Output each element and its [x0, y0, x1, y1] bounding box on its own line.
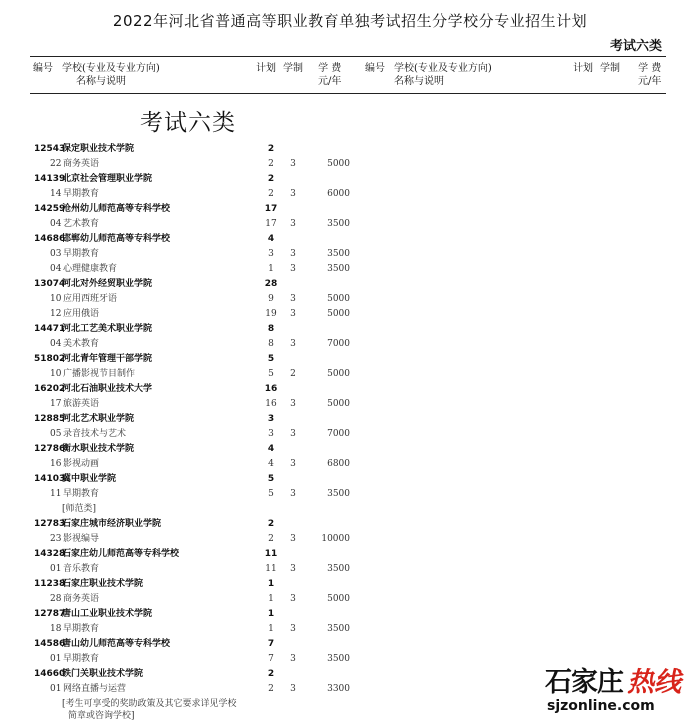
- school-name: 沧州幼儿师范高等专科学校: [62, 204, 171, 214]
- school-code: 12885: [34, 414, 66, 424]
- school-row: [0, 577, 700, 592]
- major-code: 22: [50, 159, 62, 169]
- major-row: [0, 487, 700, 502]
- major-fee: 3500: [327, 654, 350, 664]
- major-fee: 3500: [327, 489, 350, 499]
- school-plan: 5: [267, 354, 275, 364]
- header-top-rule: [30, 56, 666, 57]
- school-name: 石家庄幼儿师范高等专科学校: [62, 549, 180, 559]
- school-name: 唐山工业职业技术学院: [62, 609, 153, 619]
- school-name: 石家庄城市经济职业学院: [62, 519, 162, 529]
- major-years: 3: [290, 189, 296, 199]
- school-row: [0, 277, 700, 292]
- header-years-left: 学制: [283, 63, 303, 74]
- header-school-left: [62, 62, 160, 88]
- header-plan-left: 计划: [256, 63, 276, 74]
- major-code: 14: [50, 189, 62, 199]
- school-code: 14103: [34, 474, 66, 484]
- major-name: 应用俄语: [63, 309, 100, 319]
- school-row: [0, 322, 700, 337]
- major-name: 旅游英语: [63, 399, 100, 409]
- major-row: [0, 292, 700, 307]
- major-code: 28: [50, 594, 62, 604]
- header-fee-line1: 学 费: [638, 63, 662, 74]
- major-row: [0, 367, 700, 382]
- major-fee: 3500: [327, 624, 350, 634]
- major-name: 商务英语: [63, 594, 100, 604]
- school-name: 河北艺术职业学院: [62, 414, 135, 424]
- major-fee: 5000: [327, 159, 350, 169]
- school-plan: 17: [264, 204, 278, 214]
- major-plan: 8: [268, 339, 274, 349]
- major-name: 应用西班牙语: [63, 294, 118, 304]
- major-fee: 7000: [327, 339, 350, 349]
- major-note: [师范类]: [62, 504, 97, 514]
- watermark-url: sjzonline.com: [547, 698, 655, 714]
- major-years: 3: [290, 339, 296, 349]
- major-row: [0, 262, 700, 277]
- school-plan: 1: [267, 579, 275, 589]
- major-fee: 3500: [327, 564, 350, 574]
- header-school-line2: 名称与说明: [76, 76, 126, 87]
- major-years: 3: [290, 399, 296, 409]
- school-row: [0, 472, 700, 487]
- header-school-line2: 名称与说明: [394, 76, 444, 87]
- school-code: 12783: [34, 519, 66, 529]
- watermark-brand: [545, 660, 681, 699]
- school-code: 16202: [34, 384, 66, 394]
- major-row: [0, 532, 700, 547]
- school-plan: 2: [267, 174, 275, 184]
- major-name: 商务英语: [63, 159, 100, 169]
- major-fee: 5000: [327, 309, 350, 319]
- major-name: 早期教育: [63, 624, 100, 634]
- school-row: [0, 442, 700, 457]
- header-school-line1: 学校(专业及专业方向): [394, 63, 492, 74]
- major-code: 18: [50, 624, 62, 634]
- school-code: 14471: [34, 324, 66, 334]
- school-name: 河北石油职业技术大学: [62, 384, 153, 394]
- major-plan: 2: [268, 534, 274, 544]
- school-plan: 8: [267, 324, 275, 334]
- school-code: 51802: [34, 354, 66, 364]
- major-row: [0, 307, 700, 322]
- major-plan: 7: [268, 654, 274, 664]
- category-heading: 考试六类: [140, 110, 236, 136]
- major-plan: 2: [268, 159, 274, 169]
- major-years: 3: [290, 219, 296, 229]
- major-plan: 17: [265, 219, 277, 229]
- major-years: 3: [290, 594, 296, 604]
- major-code: 04: [50, 339, 62, 349]
- major-fee: 3500: [327, 249, 350, 259]
- major-code: 23: [50, 534, 62, 544]
- major-name: 影视编导: [63, 534, 100, 544]
- school-row: [0, 142, 700, 157]
- major-row: [0, 427, 700, 442]
- school-plan: 2: [267, 669, 275, 679]
- major-plan: 3: [268, 429, 274, 439]
- school-plan: 4: [267, 234, 275, 244]
- major-row: [0, 337, 700, 352]
- major-name: 早期教育: [63, 489, 100, 499]
- school-code: 14328: [34, 549, 66, 559]
- major-plan: 5: [268, 489, 274, 499]
- major-plan: 1: [268, 624, 274, 634]
- major-code: 16: [50, 459, 62, 469]
- header-code-left: 编号: [33, 63, 53, 74]
- major-code: 03: [50, 249, 62, 259]
- major-code: 12: [50, 309, 62, 319]
- header-school-right: [394, 62, 492, 88]
- watermark-brand-a: 石家庄: [545, 667, 623, 698]
- school-row: [0, 607, 700, 622]
- school-name: 北京社会管理职业学院: [62, 174, 153, 184]
- major-code: 01: [50, 684, 62, 694]
- major-name: 录音技术与艺术: [63, 429, 127, 439]
- major-plan: 2: [268, 189, 274, 199]
- major-years: 3: [290, 564, 296, 574]
- major-years: 3: [290, 654, 296, 664]
- major-row: [0, 157, 700, 172]
- school-code: 11238: [34, 579, 66, 589]
- major-plan: 1: [268, 594, 274, 604]
- major-plan: 1: [268, 264, 274, 274]
- major-years: 3: [290, 159, 296, 169]
- school-row: [0, 412, 700, 427]
- major-fee: 3500: [327, 264, 350, 274]
- category-label: 考试六类: [609, 39, 662, 54]
- major-row: [0, 562, 700, 577]
- school-code: 14660: [34, 669, 66, 679]
- major-name: 早期教育: [63, 654, 100, 664]
- major-row: [0, 217, 700, 232]
- major-code: 11: [50, 489, 62, 499]
- major-code: 01: [50, 654, 62, 664]
- major-row: [0, 397, 700, 412]
- school-name: 石家庄职业技术学院: [62, 579, 144, 589]
- school-row: [0, 517, 700, 532]
- major-plan: 11: [265, 564, 277, 574]
- major-fee: 5000: [327, 369, 350, 379]
- header-plan-right: 计划: [573, 63, 593, 74]
- major-row: [0, 457, 700, 472]
- major-name: 心理健康教育: [63, 264, 118, 274]
- school-code: 14586: [34, 639, 66, 649]
- school-code: 14259: [34, 204, 66, 214]
- major-plan: 3: [268, 249, 274, 259]
- school-row: [0, 232, 700, 247]
- school-row: [0, 547, 700, 562]
- major-plan: 9: [268, 294, 274, 304]
- major-years: 3: [290, 294, 296, 304]
- school-plan: 2: [267, 519, 275, 529]
- note-line1: [考生可享受的奖助政策及其它要求详见学校: [62, 699, 237, 709]
- major-name: 网络直播与运营: [63, 684, 127, 694]
- major-years: 2: [290, 369, 296, 379]
- school-row: [0, 637, 700, 652]
- major-name: 美术教育: [63, 339, 100, 349]
- major-plan: 19: [265, 309, 277, 319]
- school-name: 河北青年管理干部学院: [62, 354, 153, 364]
- header-code-right: 编号: [365, 63, 385, 74]
- school-code: 14686: [34, 234, 66, 244]
- header-fee-right: [638, 62, 661, 88]
- school-name: 河北对外经贸职业学院: [62, 279, 153, 289]
- school-plan: 4: [267, 444, 275, 454]
- major-fee: 6800: [327, 459, 350, 469]
- major-fee: 3500: [327, 219, 350, 229]
- major-years: 3: [290, 534, 296, 544]
- school-plan: 28: [264, 279, 278, 289]
- major-name: 影视动画: [63, 459, 100, 469]
- major-years: 3: [290, 264, 296, 274]
- major-years: 3: [290, 624, 296, 634]
- major-row: [0, 592, 700, 607]
- school-plan: 2: [267, 144, 275, 154]
- major-fee: 5000: [327, 294, 350, 304]
- major-row: [0, 187, 700, 202]
- header-bottom-rule: [30, 93, 666, 94]
- school-name: 铁门关职业技术学院: [62, 669, 144, 679]
- school-plan: 1: [267, 609, 275, 619]
- major-fee: 5000: [327, 399, 350, 409]
- major-name: 广播影视节目制作: [63, 369, 136, 379]
- school-name: 邯郸幼儿师范高等专科学校: [62, 234, 171, 244]
- school-plan: 3: [267, 414, 275, 424]
- major-fee: 3300: [327, 684, 350, 694]
- major-name: 早期教育: [63, 249, 100, 259]
- school-code: 14139: [34, 174, 66, 184]
- school-code: 12786: [34, 444, 66, 454]
- major-plan: 16: [265, 399, 277, 409]
- major-code: 01: [50, 564, 62, 574]
- major-code: 04: [50, 219, 62, 229]
- school-row: [0, 172, 700, 187]
- major-years: 3: [290, 489, 296, 499]
- major-fee: 7000: [327, 429, 350, 439]
- school-name: 衡水职业技术学院: [62, 444, 135, 454]
- school-name: 河北工艺美术职业学院: [62, 324, 153, 334]
- school-plan: 7: [267, 639, 275, 649]
- watermark-brand-b: 热线: [627, 667, 681, 698]
- header-fee-left: [318, 62, 341, 88]
- major-years: 3: [290, 249, 296, 259]
- major-plan: 4: [268, 459, 274, 469]
- major-plan: 5: [268, 369, 274, 379]
- major-code: 05: [50, 429, 62, 439]
- major-code: 17: [50, 399, 62, 409]
- school-code: 12787: [34, 609, 66, 619]
- major-code: 10: [50, 294, 62, 304]
- major-years: 3: [290, 429, 296, 439]
- school-plan: 11: [264, 549, 278, 559]
- major-name: 早期教育: [63, 189, 100, 199]
- school-name: 保定职业技术学院: [62, 144, 135, 154]
- major-years: 3: [290, 309, 296, 319]
- major-note: [62, 698, 237, 722]
- school-name: 冀中职业学院: [62, 474, 117, 484]
- header-fee-line2: 元/年: [318, 76, 342, 87]
- header-fee-line1: 学 费: [318, 63, 342, 74]
- major-fee: 10000: [321, 534, 350, 544]
- school-row: [0, 382, 700, 397]
- school-name: 唐山幼儿师范高等专科学校: [62, 639, 171, 649]
- plan-table: [0, 142, 700, 723]
- site-watermark: [545, 660, 695, 716]
- major-plan: 2: [268, 684, 274, 694]
- header-school-line1: 学校(专业及专业方向): [62, 63, 160, 74]
- school-row: [0, 202, 700, 217]
- major-fee: 5000: [327, 594, 350, 604]
- major-years: 3: [290, 684, 296, 694]
- school-code: 12543: [34, 144, 66, 154]
- major-code: 04: [50, 264, 62, 274]
- header-years-right: 学制: [600, 63, 620, 74]
- school-code: 13074: [34, 279, 66, 289]
- major-code: 10: [50, 369, 62, 379]
- major-years: 3: [290, 459, 296, 469]
- major-row: [0, 247, 700, 262]
- school-plan: 5: [267, 474, 275, 484]
- school-row: [0, 352, 700, 367]
- major-name: 音乐教育: [63, 564, 100, 574]
- header-fee-line2: 元/年: [638, 76, 662, 87]
- major-row: [0, 622, 700, 637]
- note-line2: 简章或咨询学校]: [68, 711, 135, 721]
- school-plan: 16: [264, 384, 278, 394]
- note-row: [0, 502, 700, 517]
- major-name: 艺术教育: [63, 219, 100, 229]
- document-title: 2022年河北省普通高等职业教育单独考试招生分学校分专业招生计划: [112, 12, 588, 30]
- major-fee: 6000: [327, 189, 350, 199]
